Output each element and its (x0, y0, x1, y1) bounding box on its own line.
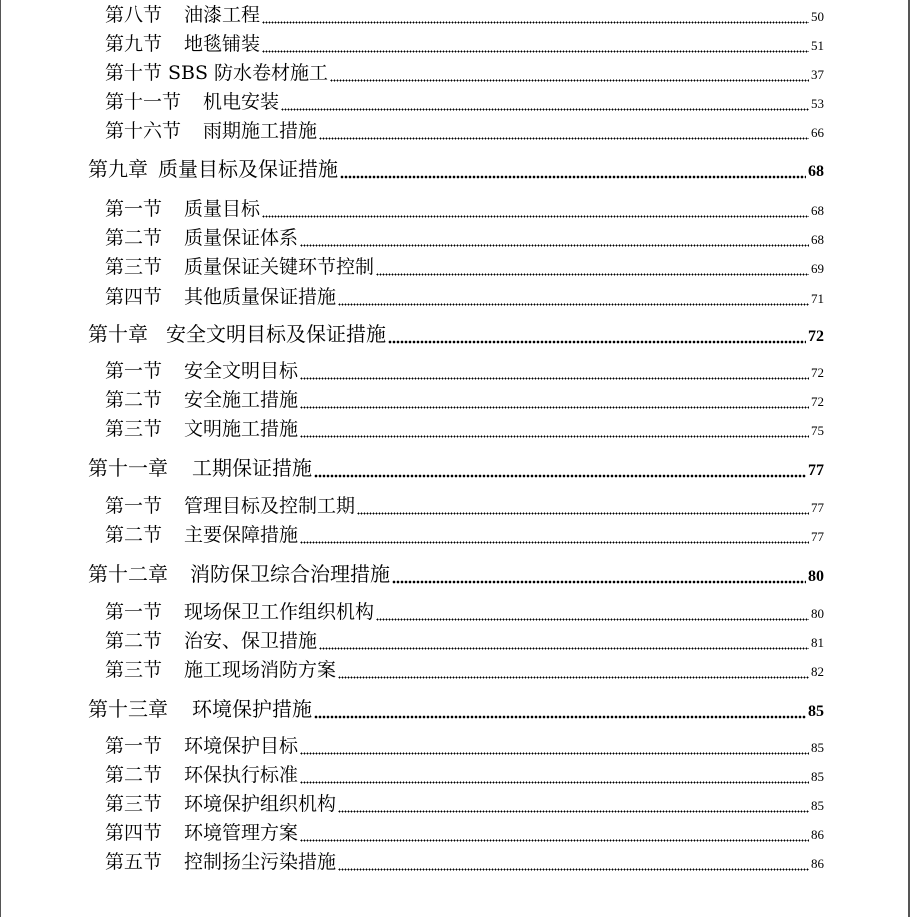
section-title: 安全施工措施 (184, 389, 299, 411)
dot-leader (338, 676, 809, 679)
dot-leader (330, 79, 809, 82)
section-number: 第一节 (105, 360, 163, 382)
section-number: 第一节 (105, 495, 163, 517)
page-number: 37 (811, 67, 824, 82)
section-number: 第十一节 (105, 91, 182, 113)
toc-chapter-entry[interactable] (88, 558, 824, 587)
chapter-title: 工期保证措施 (192, 456, 312, 480)
page-number: 51 (811, 38, 824, 53)
toc-section-entry[interactable] (105, 847, 824, 874)
page-number: 50 (811, 9, 824, 24)
dot-leader (300, 839, 809, 842)
chapter-number: 第十章 (88, 322, 148, 346)
section-number: 第一节 (105, 601, 163, 623)
page-number: 86 (811, 827, 824, 842)
dot-leader (300, 752, 809, 755)
page-number: 85 (808, 703, 824, 720)
section-title: 治安、保卫措施 (184, 630, 318, 652)
section-number: 第五节 (105, 851, 163, 873)
dot-leader (300, 406, 809, 409)
page-number: 68 (811, 203, 824, 218)
dot-leader (340, 175, 806, 179)
section-number: 第三节 (105, 793, 163, 815)
toc-section-entry[interactable] (105, 626, 824, 653)
section-number: 第二节 (105, 630, 163, 652)
dot-leader (338, 868, 809, 871)
section-title: 地毯铺装 (184, 33, 261, 55)
page-number: 85 (811, 798, 824, 813)
toc-chapter-entry[interactable] (88, 452, 824, 481)
page-number: 68 (811, 232, 824, 247)
page-number: 85 (811, 769, 824, 784)
page-number: 75 (811, 423, 824, 438)
section-title: 环境保护组织机构 (184, 793, 337, 815)
toc-section-entry[interactable] (105, 731, 824, 758)
page-number: 69 (811, 261, 824, 276)
toc-section-entry[interactable] (105, 356, 824, 383)
section-number: 第九节 (105, 33, 163, 55)
dot-leader (281, 108, 809, 111)
section-title: 施工现场消防方案 (184, 659, 337, 681)
section-title: 雨期施工措施 (203, 120, 318, 142)
page-number: 77 (811, 529, 824, 544)
page-number: 72 (808, 328, 824, 345)
toc-section-entry[interactable] (105, 252, 824, 279)
toc-section-entry[interactable] (105, 655, 824, 682)
toc-section-entry[interactable] (105, 282, 824, 309)
dot-leader (338, 810, 809, 813)
toc-section-entry[interactable] (105, 87, 824, 114)
chapter-number: 第十一章 (88, 456, 168, 480)
toc-chapter-entry[interactable] (88, 693, 824, 722)
section-number: 第一节 (105, 735, 163, 757)
section-title: 环境管理方案 (184, 822, 299, 844)
dot-leader (300, 435, 809, 438)
toc-section-entry[interactable] (105, 597, 824, 624)
page-number: 85 (811, 740, 824, 755)
page-number: 77 (808, 462, 824, 479)
dot-leader (376, 273, 809, 276)
dot-leader (300, 244, 809, 247)
section-number: 第四节 (105, 286, 163, 308)
dot-leader (314, 474, 806, 478)
page-number: 77 (811, 500, 824, 515)
section-number: 第十六节 (105, 120, 182, 142)
section-title: 机电安装 (203, 91, 280, 113)
page-number: 81 (811, 635, 824, 650)
dot-leader (319, 647, 809, 650)
section-number: 第三节 (105, 659, 163, 681)
chapter-title: 质量目标及保证措施 (158, 157, 338, 181)
section-title: SBS 防水卷材施工 (168, 62, 329, 84)
toc-section-entry[interactable] (105, 0, 824, 27)
page-edge-left (0, 0, 1, 917)
section-number: 第二节 (105, 389, 163, 411)
dot-leader (392, 580, 806, 584)
toc-section-entry[interactable] (105, 116, 824, 143)
dot-leader (314, 715, 806, 719)
chapter-title: 安全文明目标及保证措施 (166, 322, 386, 346)
chapter-number: 第十三章 (88, 697, 168, 721)
page-number: 80 (811, 606, 824, 621)
section-title: 管理目标及控制工期 (184, 495, 356, 517)
dot-leader (300, 781, 809, 784)
section-number: 第一节 (105, 198, 163, 220)
toc-section-entry[interactable] (105, 29, 824, 56)
chapter-number: 第九章 (88, 157, 148, 181)
section-number: 第二节 (105, 524, 163, 546)
section-number: 第二节 (105, 227, 163, 249)
dot-leader (338, 303, 809, 306)
chapter-number: 第十二章 (88, 562, 168, 586)
page-number: 71 (811, 291, 824, 306)
section-number: 第十节 (105, 62, 163, 84)
page-number: 53 (811, 96, 824, 111)
toc-section-entry[interactable] (105, 223, 824, 250)
section-title: 油漆工程 (184, 4, 261, 26)
section-title: 文明施工措施 (184, 418, 299, 440)
section-number: 第二节 (105, 764, 163, 786)
page-number: 80 (808, 568, 824, 585)
section-number: 第三节 (105, 418, 163, 440)
toc-chapter-entry[interactable] (88, 318, 824, 347)
dot-leader (300, 377, 809, 380)
dot-leader (357, 512, 809, 515)
section-title: 环境保护目标 (184, 735, 299, 757)
toc-section-entry[interactable] (105, 491, 824, 518)
dot-leader (262, 215, 809, 218)
section-title: 控制扬尘污染措施 (184, 851, 337, 873)
chapter-title: 环境保护措施 (192, 697, 312, 721)
toc-section-entry[interactable] (105, 818, 824, 845)
toc-section-entry[interactable] (105, 194, 824, 221)
toc-section-entry[interactable] (105, 520, 824, 547)
section-title: 环保执行标准 (184, 764, 299, 786)
page-number: 72 (811, 394, 824, 409)
dot-leader (262, 50, 809, 53)
dot-leader (388, 340, 806, 344)
dot-leader (300, 541, 809, 544)
section-title: 质量保证体系 (184, 227, 299, 249)
section-title: 质量目标 (184, 198, 261, 220)
page-number: 72 (811, 365, 824, 380)
dot-leader (376, 618, 809, 621)
toc-section-entry[interactable] (105, 760, 824, 787)
section-title: 主要保障措施 (184, 524, 299, 546)
section-title: 现场保卫工作组织机构 (184, 601, 375, 623)
toc-section-entry[interactable] (105, 58, 824, 85)
section-number: 第三节 (105, 256, 163, 278)
section-title: 安全文明目标 (184, 360, 299, 382)
page-number: 86 (811, 856, 824, 871)
section-number: 第八节 (105, 4, 163, 26)
dot-leader (262, 21, 809, 24)
page-number: 82 (811, 664, 824, 679)
page-number: 66 (811, 125, 824, 140)
section-title: 质量保证关键环节控制 (184, 256, 375, 278)
section-number: 第四节 (105, 822, 163, 844)
section-title: 其他质量保证措施 (184, 286, 337, 308)
toc-section-entry[interactable] (105, 414, 824, 441)
page-number: 68 (808, 163, 824, 180)
toc-chapter-entry[interactable] (88, 153, 824, 182)
dot-leader (319, 137, 809, 140)
toc-section-entry[interactable] (105, 789, 824, 816)
toc-section-entry[interactable] (105, 385, 824, 412)
chapter-title: 消防保卫综合治理措施 (190, 562, 390, 586)
